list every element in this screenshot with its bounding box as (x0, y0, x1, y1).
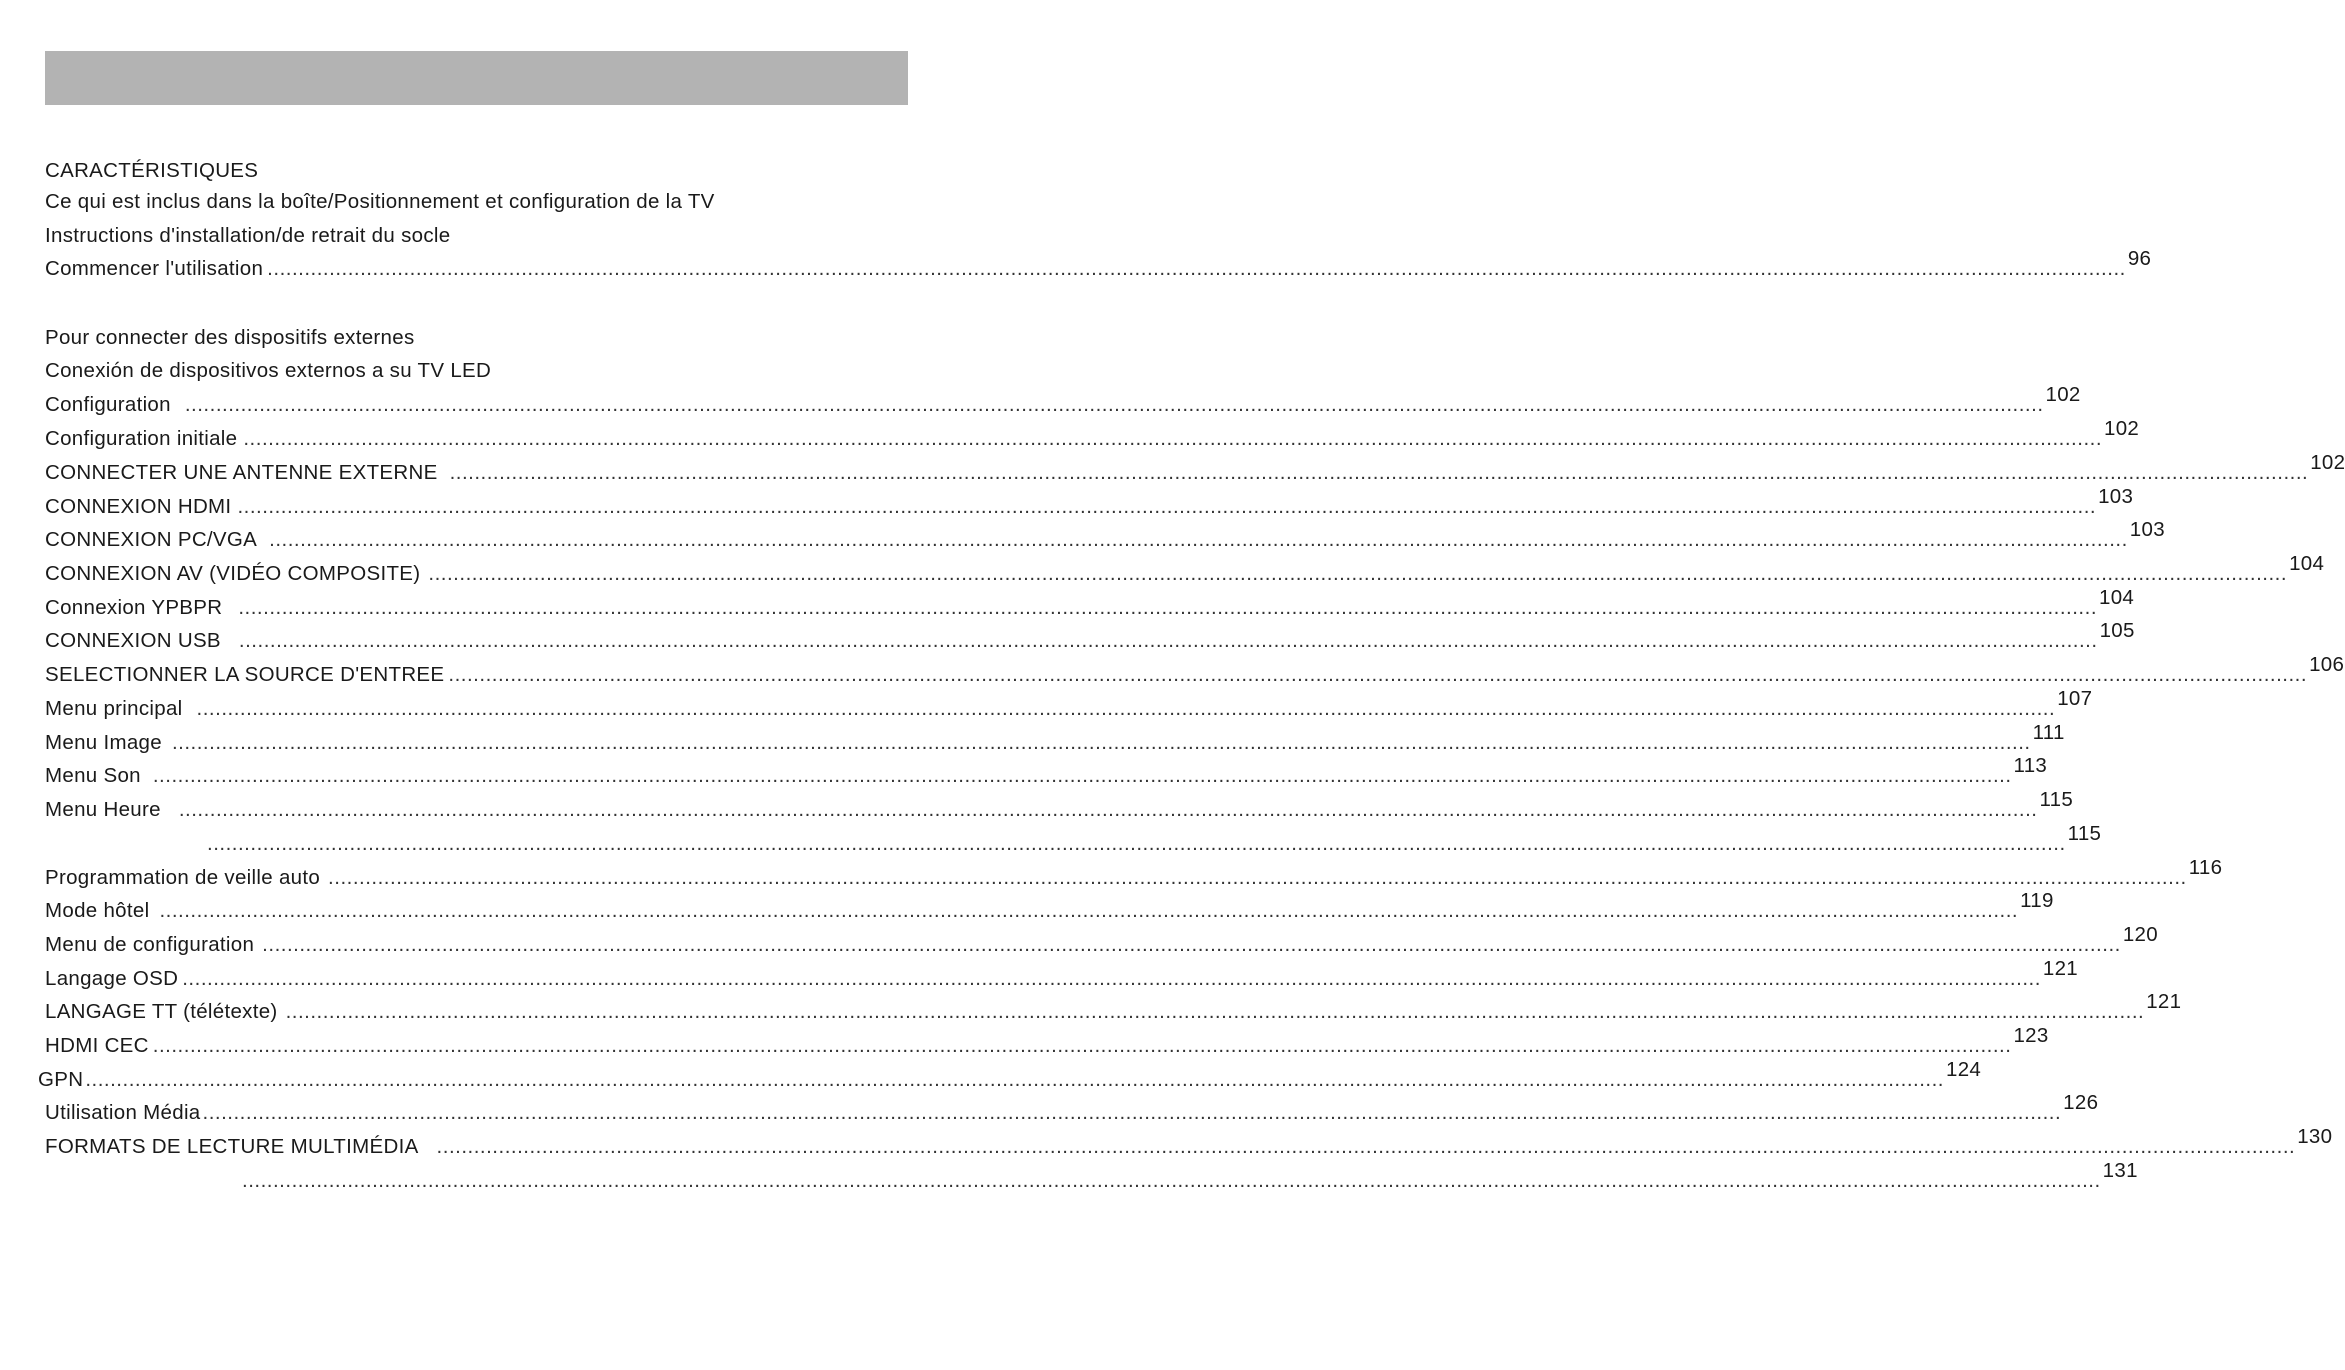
toc-page-number: 113 (2013, 754, 2048, 777)
toc-entry-label: Conexión de dispositivos externos a su TV LED (45, 359, 492, 382)
toc-dot-leader: ............................................................................................................................................................................................................................................................................................................ (328, 866, 2187, 889)
header-bar (45, 51, 908, 105)
toc-entry-connecter-une-antenne-externe[interactable] (45, 451, 2345, 486)
toc-dot-leader: ............................................................................................................................................................................................................................................................................................................ (182, 967, 2041, 990)
toc-dot-leader: ............................................................................................................................................................................................................................................................................................................ (85, 1068, 1944, 1091)
toc-dot-leader: ............................................................................................................................................................................................................................................................................................................ (152, 1034, 2012, 1057)
toc-entry-configuration-initiale[interactable] (45, 417, 2140, 452)
toc-entry-mode-hotel[interactable] (45, 889, 2054, 924)
toc-entry-label: Configuration (45, 393, 171, 416)
toc-entry-label: Menu principal (45, 697, 183, 720)
toc-dot-leader: ............................................................................................................................................................................................................................................................................................................ (152, 764, 2012, 787)
toc-entry-utilisation-media[interactable] (45, 1091, 2099, 1126)
toc-page-number: 104 (2099, 586, 2135, 609)
toc-dot-leader: ............................................................................................................................................................................................................................................................................................................ (436, 1135, 2296, 1158)
toc-entry-label: Menu Son (45, 764, 141, 787)
toc-page-number: 123 (2013, 1024, 2049, 1047)
toc-entry-formats-de-lecture-multimedia[interactable] (45, 1125, 2333, 1160)
toc-entry-label: LANGAGE TT (télétexte) (45, 1000, 278, 1023)
toc-dot-leader: ............................................................................................................................................................................................................................................................................................................ (449, 461, 2309, 484)
toc-entry-menu-image[interactable] (45, 721, 2065, 756)
toc-entry-menu-son[interactable] (45, 754, 2048, 789)
toc-entry-label: Menu Heure (45, 798, 161, 821)
toc-page-number: 116 (2188, 856, 2223, 879)
toc-entry-label: Instructions d'installation/de retrait du socle (45, 224, 451, 247)
toc-entry-connexion-usb[interactable] (45, 619, 2135, 654)
toc-dot-leader: ............................................................................................................................................................................................................................................................................................................ (178, 798, 2038, 821)
toc-page-number: 102 (2045, 383, 2081, 406)
toc-entry-caracteristiques[interactable] (45, 154, 908, 184)
toc-dot-leader: ............................................................................................................................................................................................................................................................................................................ (267, 257, 2126, 280)
toc-entry-label: Configuration initiale (45, 427, 238, 450)
toc-entry-label: CONNEXION PC/VGA (45, 528, 258, 551)
toc-dot-leader: ............................................................................................................................................................................................................................................................................................................ (207, 832, 2066, 855)
toc-dot-leader: ............................................................................................................................................................................................................................................................................................................ (202, 1101, 2062, 1124)
toc-entry-label: FORMATS DE LECTURE MULTIMÉDIA (45, 1135, 419, 1158)
toc-page-number: 102 (2310, 451, 2345, 474)
toc-entry-label: SELECTIONNER LA SOURCE D'ENTREE (45, 663, 445, 686)
toc-entry-blank[interactable] (205, 822, 2102, 857)
toc-entry-selectionner-la-source-d-entree[interactable] (45, 653, 2345, 688)
toc-entry-langage-tt-teletexte[interactable] (45, 990, 2182, 1025)
toc-dot-leader: ............................................................................................................................................................................................................................................................................................................ (237, 495, 2097, 518)
toc-dot-leader: ............................................................................................................................................................................................................................................................................................................ (448, 663, 2308, 686)
toc-entry-label: Mode hôtel (45, 899, 150, 922)
toc-entry-pour-connecter-des-dispositifs-externes[interactable] (45, 321, 908, 351)
toc-page-number: 103 (2129, 518, 2165, 541)
toc-entry-commencer-l-utilisation[interactable] (45, 247, 2152, 282)
toc-entry-label: CONNECTER UNE ANTENNE EXTERNE (45, 461, 438, 484)
toc-entry-label: Utilisation Média (45, 1101, 201, 1124)
toc-dot-leader: ............................................................................................................................................................................................................................................................................................................ (238, 596, 2098, 619)
toc-dot-leader: ............................................................................................................................................................................................................................................................................................................ (171, 731, 2031, 754)
toc-page-number: 126 (2063, 1091, 2099, 1114)
toc-page-number: 115 (2067, 822, 2102, 845)
toc-dot-leader: ............................................................................................................................................................................................................................................................................................................ (285, 1000, 2145, 1023)
toc-dot-leader: ............................................................................................................................................................................................................................................................................................................ (159, 899, 2019, 922)
toc-entry-connexion-av-video-composite[interactable] (45, 552, 2325, 587)
toc-entry-label: CONNEXION AV (VIDÉO COMPOSITE) (45, 562, 421, 585)
toc-page-number: 105 (2099, 619, 2135, 642)
toc-page-number: 111 (2032, 721, 2065, 744)
toc-entry-ce-qui-est-inclus-dans-la-boite-positionnement-et-configuration-de-la-tv[interactable] (45, 185, 908, 215)
toc-dot-leader: ............................................................................................................................................................................................................................................................................................................ (269, 528, 2128, 551)
toc-page-number: 106 (2309, 653, 2345, 676)
toc-entry-label: CARACTÉRISTIQUES (45, 159, 259, 182)
toc-page-number: 121 (2146, 990, 2182, 1013)
toc-entry-label: CONNEXION HDMI (45, 495, 232, 518)
toc-dot-leader: ............................................................................................................................................................................................................................................................................................................ (243, 427, 2103, 450)
toc-entry-label: GPN (38, 1068, 84, 1091)
toc-entry-configuration[interactable] (45, 383, 2081, 418)
toc-entry-connexion-pc-vga[interactable] (45, 518, 2165, 553)
toc-dot-leader: ............................................................................................................................................................................................................................................................................................................ (196, 697, 2056, 720)
toc-entry-instructions-d-installation-de-retrait-du-socle[interactable] (45, 219, 908, 249)
toc-entry-label: Pour connecter des dispositifs externes (45, 326, 415, 349)
toc-dot-leader: ............................................................................................................................................................................................................................................................................................................ (238, 629, 2098, 652)
toc-entry-menu-de-configuration[interactable] (45, 923, 2158, 958)
toc-entry-label: Programmation de veille auto (45, 866, 321, 889)
toc-entry-connexion-hdmi[interactable] (45, 485, 2134, 520)
toc-page-number: 103 (2098, 485, 2134, 508)
toc-entry-label: HDMI CEC (45, 1034, 149, 1057)
toc-entry-hdmi-cec[interactable] (45, 1024, 2049, 1059)
toc-entry-connexion-ypbpr[interactable] (45, 586, 2135, 621)
toc-entry-gpn[interactable] (38, 1058, 1982, 1093)
toc-page-number: 124 (1946, 1058, 1982, 1081)
toc-dot-leader: ............................................................................................................................................................................................................................................................................................................ (428, 562, 2288, 585)
toc-entry-label: Langage OSD (45, 967, 179, 990)
toc-dot-leader: ............................................................................................................................................................................................................................................................................................................ (184, 393, 2044, 416)
toc-page-number: 104 (2289, 552, 2325, 575)
toc-page-number: 115 (2039, 788, 2074, 811)
toc-entry-label: CONNEXION USB (45, 629, 221, 652)
toc-dot-leader: ............................................................................................................................................................................................................................................................................................................ (242, 1169, 2101, 1192)
toc-entry-menu-principal[interactable] (45, 687, 2093, 722)
toc-entry-label: Connexion YPBPR (45, 596, 223, 619)
toc-page-number: 120 (2122, 923, 2158, 946)
toc-entry-langage-osd[interactable] (45, 957, 2079, 992)
toc-entry-label: Ce qui est inclus dans la boîte/Positionnement et configuration de la TV (45, 190, 715, 213)
toc-page-number: 131 (2102, 1159, 2138, 1182)
toc-entry-label: Menu Image (45, 731, 162, 754)
toc-page-number: 96 (2127, 247, 2152, 270)
toc-entry-programmation-de-veille-auto[interactable] (45, 856, 2223, 891)
toc-page-number: 102 (2104, 417, 2140, 440)
toc-dot-leader: ............................................................................................................................................................................................................................................................................................................ (262, 933, 2121, 956)
toc-entry-blank[interactable] (240, 1159, 2138, 1194)
toc-page-number: 121 (2042, 957, 2079, 980)
toc-entry-menu-heure[interactable] (45, 788, 2074, 823)
toc-page-number: 130 (2297, 1125, 2333, 1148)
toc-page-number: 119 (2020, 889, 2054, 912)
toc-entry-label: Commencer l'utilisation (45, 257, 264, 280)
toc-page-number: 107 (2057, 687, 2093, 710)
toc-entry-label: Menu de configuration (45, 933, 255, 956)
toc-entry-conexion-de-dispositivos-externos-a-su-tv-led[interactable] (45, 354, 908, 384)
